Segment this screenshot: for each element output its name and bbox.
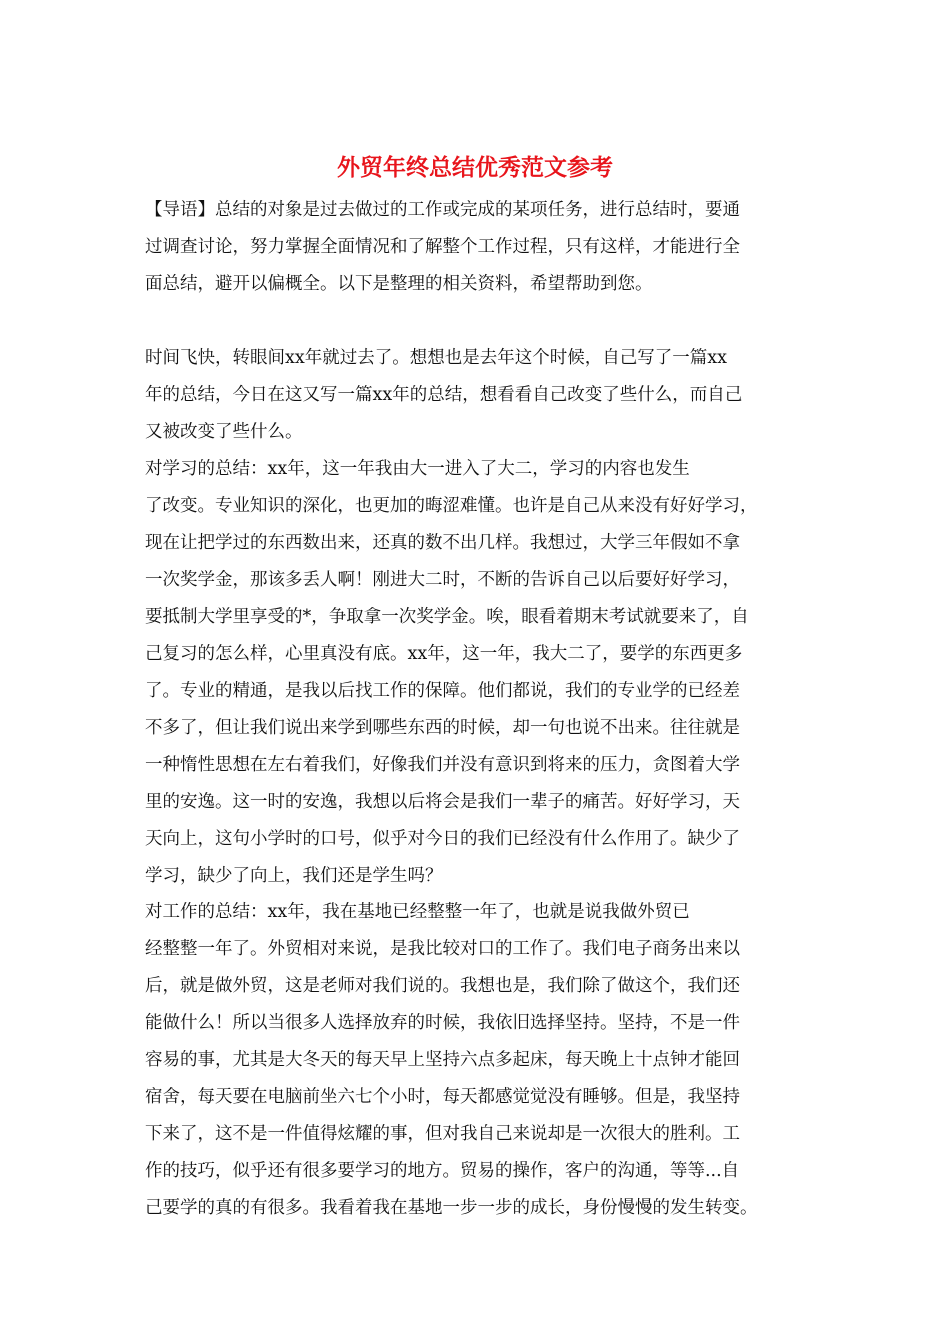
text-line: 时间飞快，转眼间xx年就过去了。想想也是去年这个时候，自己写了一篇xx — [145, 348, 727, 368]
text-line: 宿舍，每天要在电脑前坐六七个小时，每天都感觉觉没有睡够。但是，我坚持 — [145, 1087, 740, 1107]
text-line: 容易的事，尤其是大冬天的每天早上坚持六点多起床，每天晚上十点钟才能回 — [145, 1050, 740, 1070]
text-line: 己要学的真的有很多。我看着我在基地一步一步的成长，身份慢慢的发生转变。 — [145, 1198, 758, 1218]
text-line: 面总结，避开以偏概全。以下是整理的相关资料，希望帮助到您。 — [145, 274, 653, 294]
intro-paragraph — [145, 192, 810, 303]
text-line: 天向上，这句小学时的口号，似乎对今日的我们已经没有什么作用了。缺少了 — [145, 829, 740, 849]
text-line: 经整整一年了。外贸相对来说，是我比较对口的工作了。我们电子商务出来以 — [145, 939, 740, 959]
text-line: 能做什么！所以当很多人选择放弃的时候，我依旧选择坚持。坚持，不是一件 — [145, 1013, 740, 1033]
text-line: 对工作的总结：xx年，我在基地已经整整一年了，也就是说我做外贸已 — [145, 902, 690, 922]
text-line: 一次奖学金，那该多丢人啊！刚进大二时，不断的告诉自己以后要好好学习， — [145, 570, 740, 590]
text-line: 又被改变了些什么。 — [145, 422, 303, 442]
text-line: 了。专业的精通，是我以后找工作的保障。他们都说，我们的专业学的已经差 — [145, 681, 740, 701]
text-line: 下来了，这不是一件值得炫耀的事，但对我自己来说却是一次很大的胜利。工 — [145, 1124, 740, 1144]
document-title: 外贸年终总结优秀范文参考 — [337, 154, 613, 181]
study-summary-paragraph — [145, 451, 810, 895]
text-line: 一种惰性思想在左右着我们，好像我们并没有意识到将来的压力，贪图着大学 — [145, 755, 740, 775]
text-line: 里的安逸。这一时的安逸，我想以后将会是我们一辈子的痛苦。好好学习，天 — [145, 792, 740, 812]
text-line: 对学习的总结：xx年，这一年我由大一进入了大二，学习的内容也发生 — [145, 459, 690, 479]
text-line: 不多了，但让我们说出来学到哪些东西的时候，却一句也说不出来。往往就是 — [145, 718, 740, 738]
text-line: 学习，缺少了向上，我们还是学生吗？ — [145, 866, 443, 886]
text-line: 要抵制大学里享受的*，争取拿一次奖学金。唉，眼看着期末考试就要来了，自 — [145, 607, 749, 627]
opening-paragraph — [145, 340, 810, 451]
text-line: 【导语】总结的对象是过去做过的工作或完成的某项任务，进行总结时，要通 — [145, 200, 740, 220]
text-line: 己复习的怎么样，心里真没有底。xx年，这一年，我大二了，要学的东西更多 — [145, 644, 743, 664]
text-line: 过调查讨论，努力掌握全面情况和了解整个工作过程，只有这样，才能进行全 — [145, 237, 740, 257]
text-line: 作的技巧，似乎还有很多要学习的地方。贸易的操作，客户的沟通，等等...自 — [145, 1161, 740, 1181]
text-line: 现在让把学过的东西数出来，还真的数不出几样。我想过，大学三年假如不拿 — [145, 533, 740, 553]
text-line: 了改变。专业知识的深化，也更加的晦涩难懂。也许是自己从来没有好好学习， — [145, 496, 758, 516]
text-line: 年的总结，今日在这又写一篇xx年的总结，想看看自己改变了些什么，而自己 — [145, 385, 743, 405]
text-line: 后，就是做外贸，这是老师对我们说的。我想也是，我们除了做这个，我们还 — [145, 976, 740, 996]
work-summary-paragraph — [145, 894, 810, 1227]
